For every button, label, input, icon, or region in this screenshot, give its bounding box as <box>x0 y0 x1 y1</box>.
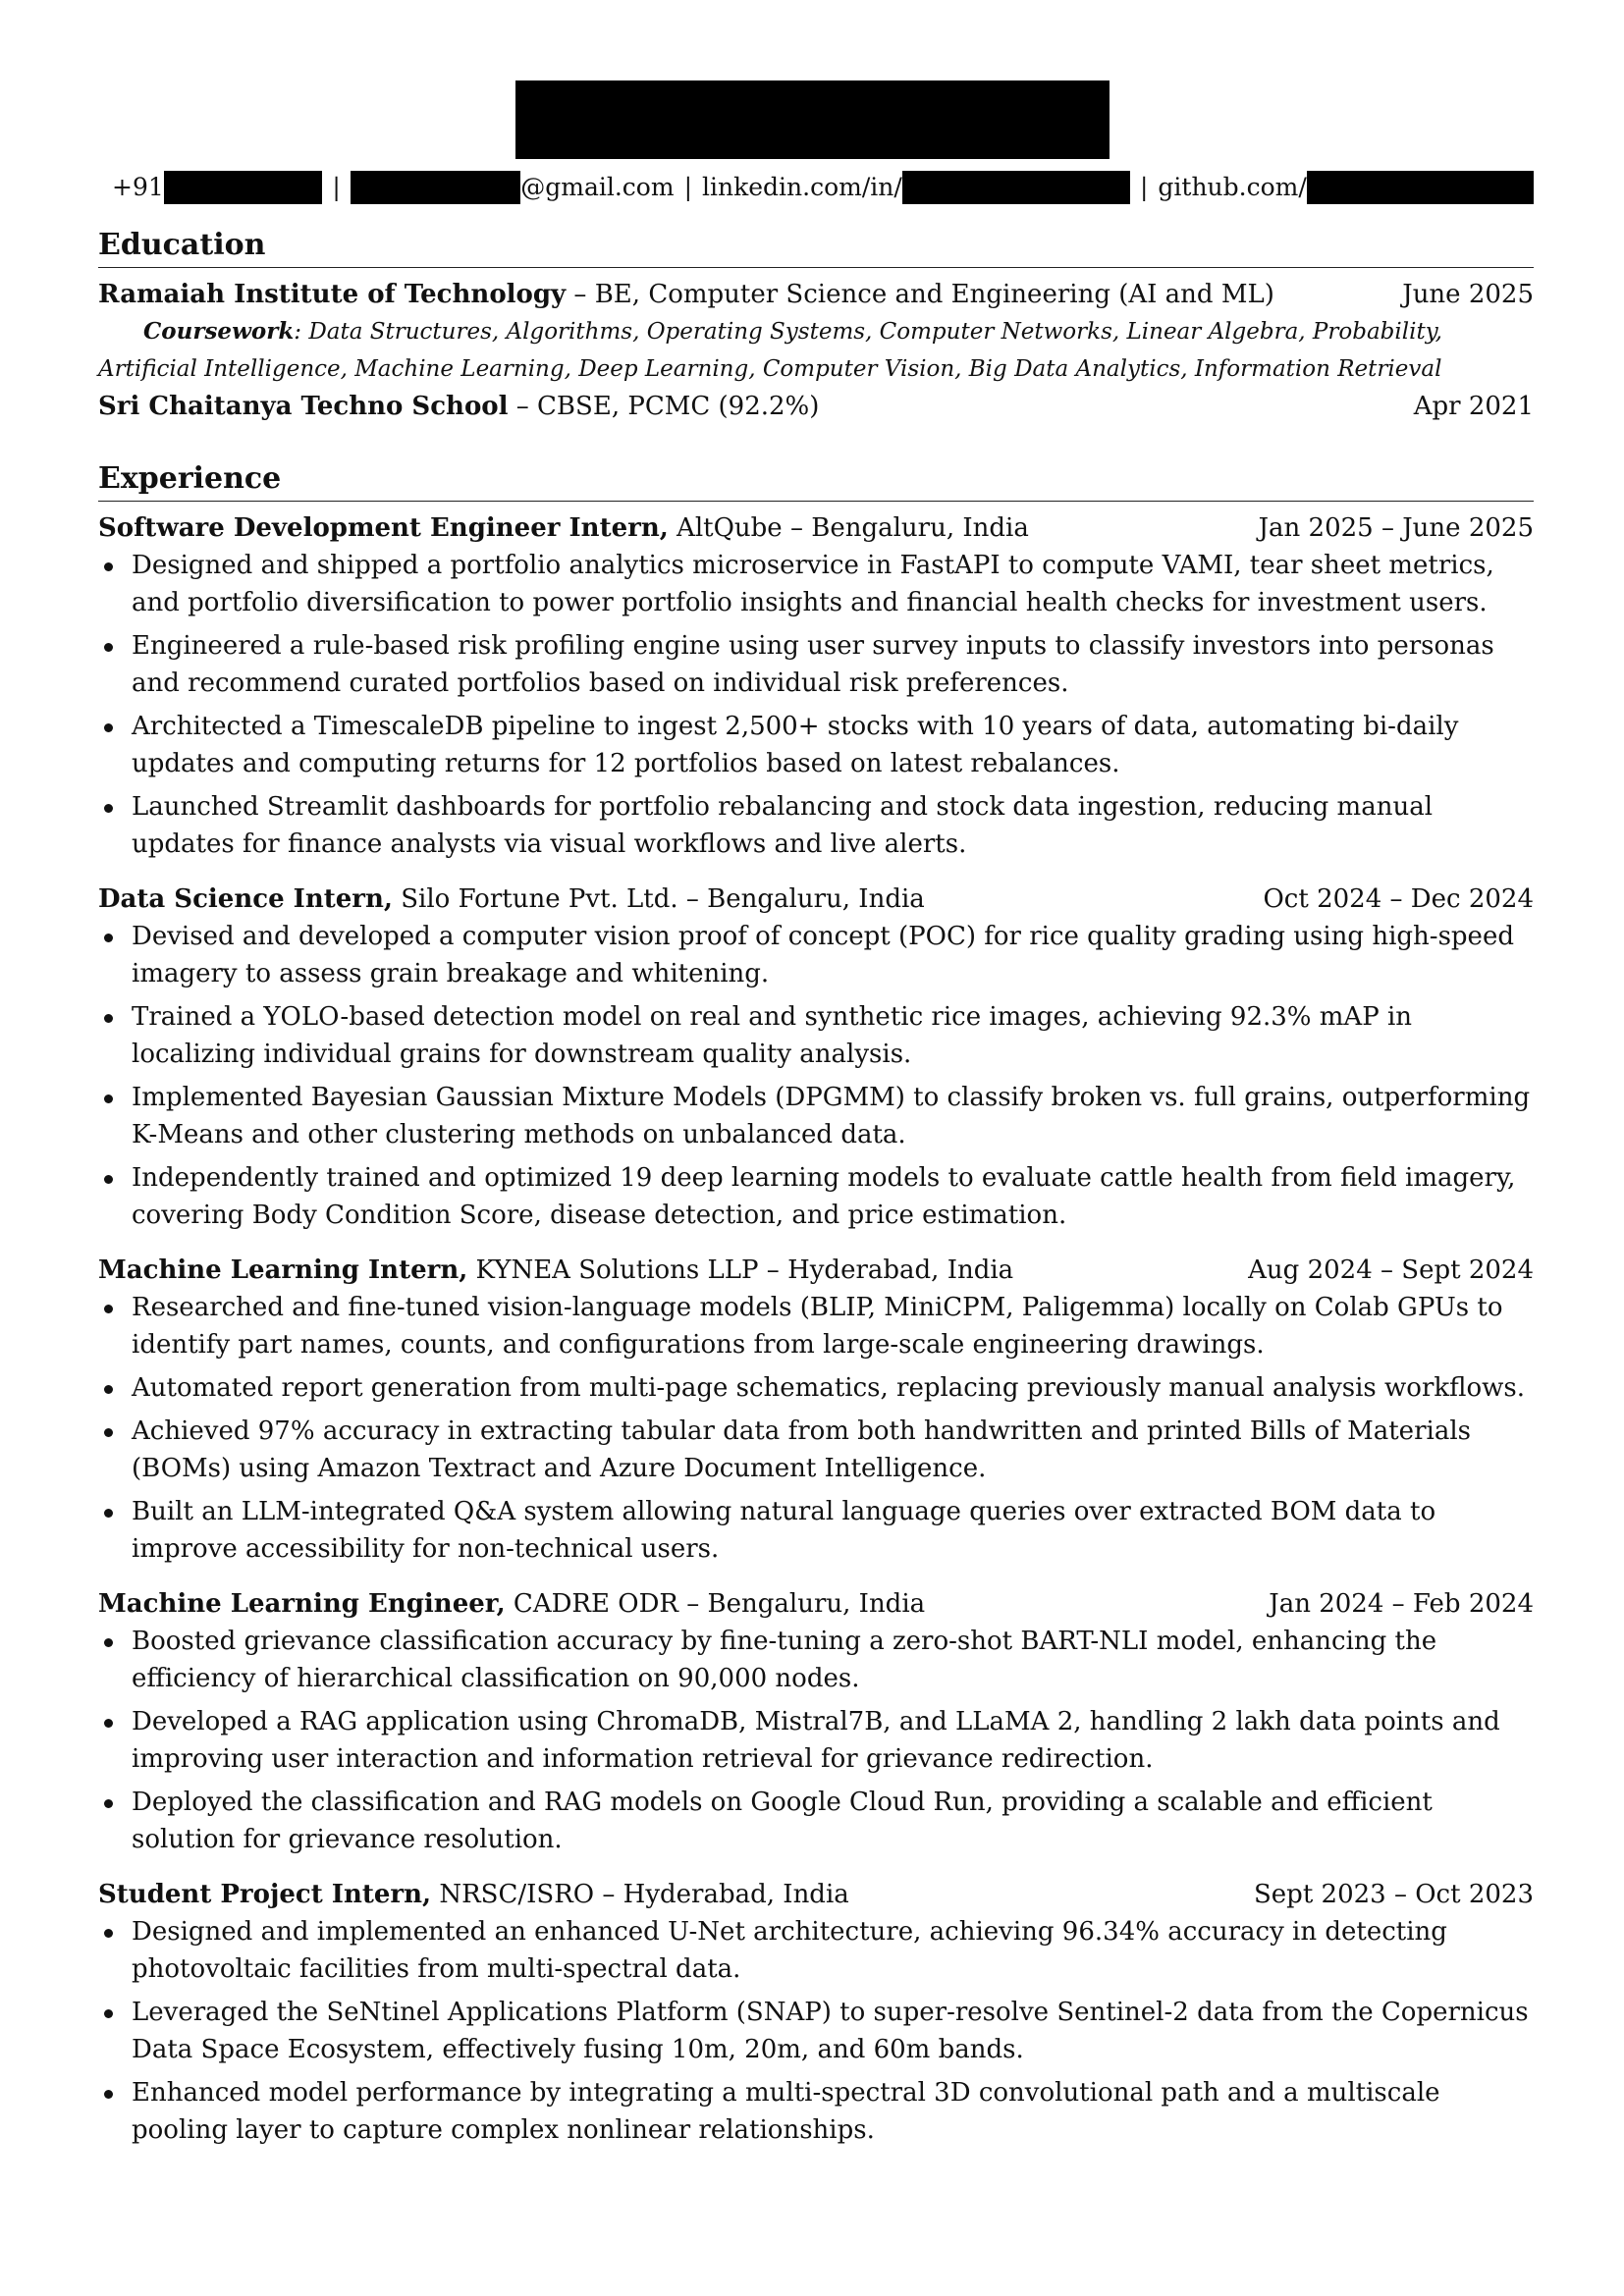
redacted-name <box>515 80 1110 159</box>
bullet-item: Launched Streamlit dashboards for portfolio rebalancing and stock data ingestion, reducing manual updates for finance analysts via visual workflows and live alerts. <box>98 788 1534 863</box>
bullet-item: Designed and implemented an enhanced U-Net architecture, achieving 96.34% accuracy in detecting photovoltaic facilities from multi-spectral data. <box>98 1913 1534 1988</box>
bullet-item: Developed a RAG application using ChromaDB, Mistral7B, and LLaMA 2, handling 2 lakh data points and improving user interaction and information retrieval for grievance redirection. <box>98 1703 1534 1778</box>
contact-line <box>112 169 1534 206</box>
separator: | <box>1139 173 1149 201</box>
bullet-item: Devised and developed a computer vision proof of concept (POC) for rice quality grading using high-speed imagery to assess grain breakage and whitening. <box>98 918 1534 992</box>
bullet-item: Leveraged the SeNtinel Applications Platform (SNAP) to super-resolve Sentinel-2 data from the Copernicus Data Space Ecosystem, effectively fusing 10m, 20m, and 60m bands. <box>98 1994 1534 2068</box>
job-company: KYNEA Solutions LLP – Hyderabad, India <box>467 1255 1014 1285</box>
job-entry <box>98 1252 1534 1568</box>
bullet-item: Independently trained and optimized 19 deep learning models to evaluate cattle health from field imagery, covering Body Condition Score, disease detection, and price estimation. <box>98 1159 1534 1234</box>
job-header <box>98 1876 1534 1913</box>
bullet-item: Researched and fine-tuned vision-language models (BLIP, MiniCPM, Paligemma) locally on Colab GPUs to identify part names, counts, and configurations from large-scale engineering drawings. <box>98 1289 1534 1363</box>
linkedin-prefix[interactable]: linkedin.com/in/ <box>702 173 902 201</box>
bullet-item: Deployed the classification and RAG models on Google Cloud Run, providing a scalable and efficient solution for grievance resolution. <box>98 1784 1534 1858</box>
job-role: Software Development Engineer Intern, <box>98 513 669 543</box>
job-bullets <box>98 547 1534 863</box>
job-role: Student Project Intern, <box>98 1880 432 1909</box>
education-date: Apr 2021 <box>1413 392 1534 421</box>
job-header <box>98 1252 1534 1289</box>
education-entry <box>98 388 1534 425</box>
section-title-education: Education <box>98 226 1534 268</box>
separator: | <box>332 173 341 201</box>
redacted-email-user <box>351 171 520 204</box>
job-date: Oct 2024 – Dec 2024 <box>1263 884 1534 914</box>
bullet-item: Architected a TimescaleDB pipeline to ingest 2,500+ stocks with 10 years of data, automating bi-daily updates and computing returns for 12 portfolios based on latest rebalances. <box>98 708 1534 782</box>
institution-name: Sri Chaitanya Techno School <box>98 392 509 421</box>
job-entry <box>98 509 1534 863</box>
job-header <box>98 509 1534 547</box>
job-header <box>98 1585 1534 1623</box>
email-suffix[interactable]: @gmail.com <box>520 173 675 201</box>
job-company: AltQube – Bengaluru, India <box>668 513 1029 543</box>
job-company: Silo Fortune Pvt. Ltd. – Bengaluru, India <box>392 884 925 914</box>
bullet-item: Engineered a rule-based risk profiling engine using user survey inputs to classify investors into personas and recommend curated portfolios based on individual risk preferences. <box>98 627 1534 702</box>
institution-name: Ramaiah Institute of Technology <box>98 280 567 309</box>
job-date: Jan 2025 – June 2025 <box>1258 513 1534 543</box>
job-role: Machine Learning Engineer, <box>98 1589 506 1619</box>
phone-prefix: +91 <box>112 173 164 201</box>
education-entry <box>98 276 1534 313</box>
job-bullets <box>98 1623 1534 1858</box>
education-section <box>98 226 1534 425</box>
bullet-item: Implemented Bayesian Gaussian Mixture Models (DPGMM) to classify broken vs. full grains, outperforming K-Means and other clustering methods on unbalanced data. <box>98 1079 1534 1153</box>
coursework-label: Coursework <box>143 318 295 345</box>
bullet-item: Built an LLM-integrated Q&A system allowing natural language queries over extracted BOM data to improve accessibility for non-technical users. <box>98 1493 1534 1568</box>
bullet-item: Achieved 97% accuracy in extracting tabular data from both handwritten and printed Bills of Materials (BOMs) using Amazon Textract and Azure Document Intelligence. <box>98 1413 1534 1487</box>
bullet-item: Boosted grievance classification accuracy by fine-tuning a zero-shot BART-NLI model, enhancing the efficiency of hierarchical classification on 90,000 nodes. <box>98 1623 1534 1697</box>
job-company: CADRE ODR – Bengaluru, India <box>505 1589 926 1619</box>
job-bullets <box>98 1289 1534 1568</box>
job-company: NRSC/ISRO – Hyderabad, India <box>431 1880 849 1909</box>
job-entry <box>98 1876 1534 2149</box>
job-header <box>98 881 1534 918</box>
job-bullets <box>98 918 1534 1234</box>
job-entry <box>98 881 1534 1234</box>
education-date: June 2025 <box>1402 280 1534 309</box>
coursework <box>98 313 1534 388</box>
job-role: Machine Learning Intern, <box>98 1255 468 1285</box>
github-prefix[interactable]: github.com/ <box>1158 173 1307 201</box>
job-entry <box>98 1585 1534 1858</box>
redacted-phone <box>164 171 323 204</box>
bullet-item: Enhanced model performance by integrating a multi-spectral 3D convolutional path and a multiscale pooling layer to capture complex nonlinear relationships. <box>98 2074 1534 2149</box>
section-title-experience: Experience <box>98 459 1534 502</box>
job-date: Jan 2024 – Feb 2024 <box>1269 1589 1534 1619</box>
coursework-text: : Data Structures, Algorithms, Operating Systems, Computer Networks, Linear Algebra, Probability, Artificial Intelligence, Machine Learning, Deep Learning, Computer Vision, Big Data Analytics, Information Retrieval <box>98 319 1442 382</box>
bullet-item: Trained a YOLO-based detection model on real and synthetic rice images, achieving 92.3% mAP in localizing individual grains for downstream quality analysis. <box>98 998 1534 1073</box>
degree-detail: – CBSE, PCMC (92.2%) <box>508 392 820 421</box>
bullet-item: Automated report generation from multi-page schematics, replacing previously manual analysis workflows. <box>98 1369 1534 1407</box>
job-date: Aug 2024 – Sept 2024 <box>1248 1255 1534 1285</box>
redacted-github <box>1307 171 1534 204</box>
experience-section <box>98 459 1534 2155</box>
job-bullets <box>98 1913 1534 2149</box>
job-role: Data Science Intern, <box>98 884 393 914</box>
redacted-linkedin <box>902 171 1130 204</box>
job-date: Sept 2023 – Oct 2023 <box>1253 1880 1534 1909</box>
bullet-item: Designed and shipped a portfolio analytics microservice in FastAPI to compute VAMI, tear sheet metrics, and portfolio diversification to power portfolio insights and financial health checks for investment users. <box>98 547 1534 621</box>
separator: | <box>683 173 692 201</box>
degree-detail: – BE, Computer Science and Engineering (AI and ML) <box>566 280 1274 309</box>
